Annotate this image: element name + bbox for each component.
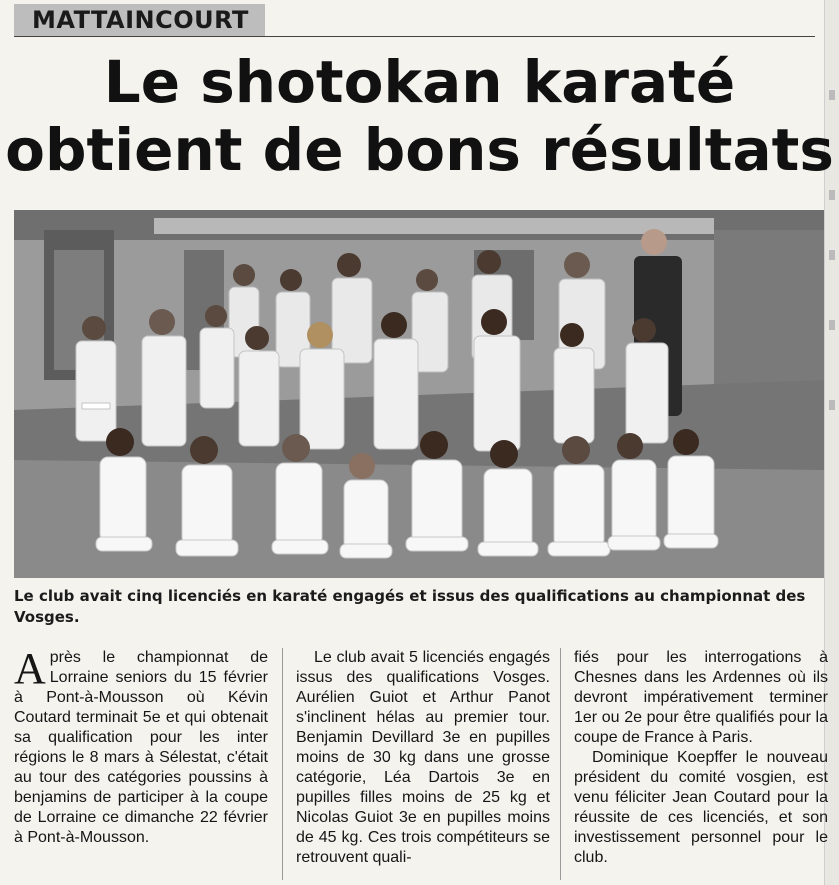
group-photo (14, 210, 824, 578)
drop-cap: A (14, 648, 46, 693)
column-1-text: près le championnat de Lorraine seniors du 15 février à Pont-à-Mousson où Kévin Coutard terminait 5e et qui obtenait sa qualification pour les inter régions le 8 mars à Sélestat, c'était au tour des catégories poussins à benjamins de participer à la coupe de Lorraine ce dimanche 22 février à Pont-à-Mousson. (14, 649, 268, 846)
headline-line-2: obtient de bons résultats (5, 116, 834, 184)
top-rule (14, 36, 815, 37)
section-kicker: MATTAINCOURT (14, 4, 265, 36)
column-divider (560, 648, 561, 880)
column-3-paragraph-2: Dominique Koepffer le nouveau président du comité vosgien, est venu féliciter Jean Coutard pour la réussite de ces licenciés, et son investissement personnel pour le club. (574, 749, 828, 866)
article-column-1 (14, 648, 268, 880)
article-column-3 (574, 648, 828, 880)
article-body (14, 648, 828, 880)
headline-line-1: Le shotokan karaté (103, 48, 736, 116)
photo-caption: Le club avait cinq licenciés en karaté engagés et issus des qualifications au championnat des Vosges. (14, 587, 806, 626)
column-3-paragraph-1: fiés pour les interrogations à Chesnes dans les Ardennes où ils devront impérativement terminer 1er ou 2e pour être qualifiés pour la coupe de France à Paris. (574, 649, 828, 746)
article-column-2 (296, 648, 550, 880)
column-2-text: Le club avait 5 licenciés engagés issus des qualifications Vosges. Aurélien Guiot et Arthur Panot s'inclinent hélas au premier tour. Benjamin Devillard 3e en pupilles moins de 30 kg dans une grosse catégorie, Léa Dartois 3e en pupilles filles moins de 25 kg et Nicolas Guiot 3e en pupilles moins de 45 kg. Ces trois compétiteurs se retrouvent quali- (296, 649, 550, 866)
column-divider (282, 648, 283, 880)
group-photo-icon (14, 210, 824, 578)
